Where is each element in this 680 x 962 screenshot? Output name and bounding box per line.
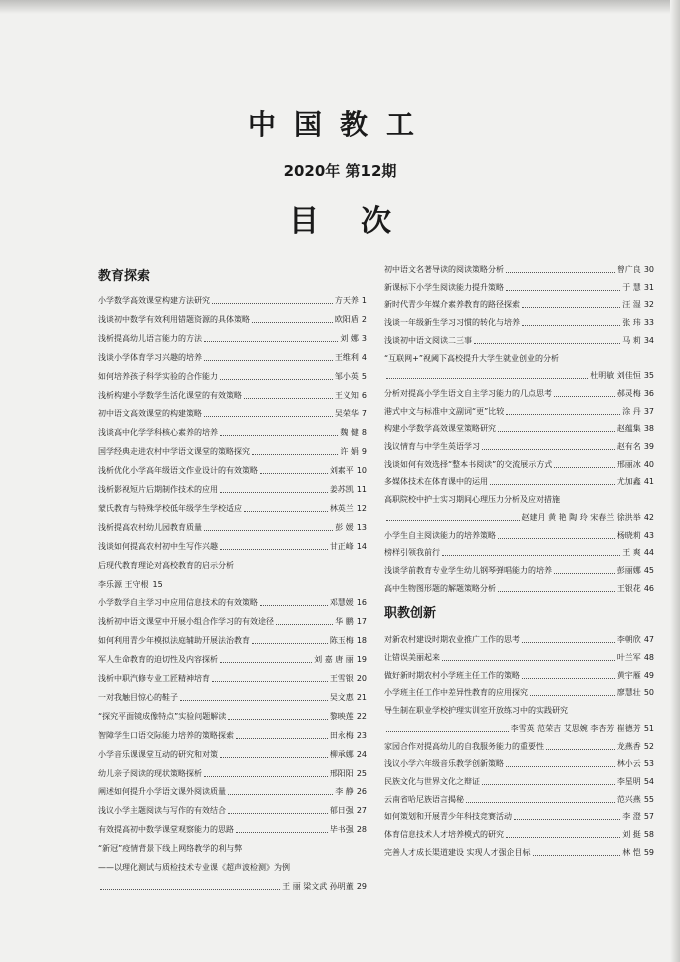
entry-author: 刘 挺 [622,830,641,839]
entry-title: 云南省哈尼族语言揭秘 [384,794,464,804]
dot-leader [220,492,328,493]
entry-author: 于 慧 [622,282,641,292]
toc-entry[interactable] [384,811,654,822]
entry-title: 家园合作对提高幼儿的自我服务能力的重要性 [384,741,544,751]
entry-title: 高中生物图形题的解题策略分析 [384,583,496,593]
entry-page: 51 [643,723,654,733]
entry-title: 构建小学数学高效课堂策略研究 [384,424,496,434]
dot-leader [554,396,615,397]
entry-author: 田永梅 [329,730,354,740]
entry-author: 李星明 [616,776,641,786]
toc-entry[interactable] [384,476,654,487]
dot-leader [236,738,328,739]
entry-title: 浅析提高幼儿语言能力的方法 [98,333,202,343]
toc-entry[interactable] [98,654,367,665]
dot-leader [212,681,328,682]
entry-page: 14 [356,541,367,551]
entry-authors: 李雪英 范荣吉 艾思婉 李杏芳 崔德芳 [510,723,641,733]
dot-leader [522,678,615,679]
dot-leader [498,431,615,432]
entry-author: 吴荣华 [334,409,359,419]
entry-author: 王维利 [334,352,359,362]
entry-title: 国学经典走进农村中学语文课堂的策略探究 [98,447,250,457]
dot-leader [482,784,615,785]
entry-page: 45 [643,565,654,575]
entry-author: 刘 嘉 唐 丽 [314,655,354,665]
toc-entry[interactable] [384,282,654,293]
dot-leader [204,360,333,361]
entry-title: 如何利用青少年模拟法庭辅助开展法治教育 [98,636,250,646]
toc-entry[interactable] [384,459,654,470]
entry-page: 9 [361,447,367,457]
toc-entry-authors [384,723,654,734]
entry-title: 浅谈初中数学有效利用错题资源的具体策略 [98,314,250,324]
entry-author: 刘素平 [329,466,354,476]
entry-page: 28 [356,825,367,835]
entry-page: 38 [643,424,654,434]
dot-leader [204,776,328,777]
dot-leader [220,435,338,436]
toc-entry[interactable] [384,406,654,417]
toc-entry[interactable] [98,465,367,476]
entry-title: 让错误美丽起来 [384,653,440,662]
toc-entry-authors [384,512,654,523]
entry-page: 12 [356,503,367,513]
entry-title: 浅析初中语文课堂中开展小组合作学习的有效途径 [98,617,274,627]
entry-page: 43 [643,530,654,540]
section-heading-vocational: 职教创新 [384,606,437,622]
dot-leader [220,379,333,380]
entry-page: 32 [643,300,654,310]
entry-author: 杨晓莉 [616,530,641,540]
dot-leader [204,341,338,342]
entry-author: 黎映莲 [329,711,354,721]
dot-leader [498,591,615,592]
entry-title: 港式中文与标准中文副词“更”比较 [384,406,505,416]
entry-authors: 杜明敏 刘佳恒 [590,371,641,381]
entry-title: 浅析构建小学数学生活化课堂的有效策略 [98,390,242,400]
dot-leader [522,642,615,643]
journal-title: 中国教工 [247,108,432,141]
entry-author: 王义知 [334,390,359,400]
toc-entry[interactable] [384,565,654,576]
toc-entry[interactable] [98,333,367,344]
toc-entry[interactable] [98,673,367,684]
entry-title: 浅谈一年级新生学习习惯的转化与培养 [384,318,520,328]
entry-page: 57 [643,812,654,822]
dot-leader [498,538,615,539]
toc-entry[interactable] [384,388,654,399]
dot-leader [236,832,328,833]
entry-page: 15 [152,579,163,589]
dot-leader [506,766,615,767]
toc-entry[interactable] [98,749,367,760]
entry-author: 涂 丹 [622,406,641,416]
entry-page: 18 [356,636,367,646]
entry-author: 彭 媛 [335,522,354,532]
entry-page: 31 [643,282,654,292]
entry-page: 25 [356,768,367,778]
toc-entry[interactable] [98,352,367,363]
entry-page: 16 [356,598,367,608]
entry-page: 1 [361,296,367,305]
dot-leader [252,643,328,644]
dot-leader [260,473,328,474]
entry-authors: 王 丽 梁文武 孙明董 [282,881,354,891]
toc-entry-authors [98,579,367,590]
entry-title: 多媒体技术在体育课中的运用 [384,477,488,487]
entry-page: 40 [643,459,654,469]
entry-title: 浅谈高中化学学科核心素养的培养 [98,428,218,438]
entry-title: 浅议小学主题阅读与写作的有效结合 [98,806,226,816]
dot-leader [442,660,615,661]
toc-title: 目次 [289,204,433,239]
dot-leader [554,573,615,574]
entry-page: 52 [643,741,654,751]
entry-author: 邹小英 [334,371,359,381]
toc-entry[interactable] [384,634,654,645]
toc-entry[interactable] [384,687,654,698]
dot-leader [220,549,328,550]
entry-authors: 李乐源 王守根 [98,579,149,589]
entry-title: 有效提高初中数学课堂观察能力的思路 [98,825,234,835]
toc-entry[interactable] [98,446,367,457]
dot-leader [386,520,520,521]
entry-page: 36 [643,388,654,398]
toc-entry[interactable] [98,635,367,646]
entry-title: 新课标下小学生阅读能力提升策略 [384,282,504,292]
dot-leader [514,819,620,820]
entry-title: 浅谈如何有效选择“整本书阅读”的交流展示方式 [384,459,553,469]
toc-entry[interactable] [98,295,367,306]
toc-entry[interactable] [98,616,367,627]
entry-title: 做好新时期农村小学班主任工作的策略 [384,670,520,680]
entry-author: 范兴燕 [616,794,641,804]
dot-leader [466,802,615,803]
entry-author: 叶兰军 [616,653,641,662]
dot-leader [522,325,620,326]
dot-leader [252,454,338,455]
entry-author: 李 静 [335,787,354,797]
page-edge-shadow [0,0,680,14]
entry-author: 尤加鑫 [616,477,641,487]
entry-page: 54 [643,776,654,786]
entry-page: 48 [643,653,654,662]
entry-page: 53 [643,759,654,769]
toc-entry[interactable] [384,264,654,275]
entry-title-line[interactable]: 高职院校中护士实习期间心理压力分析及应对措施 [384,495,560,505]
entry-title: 分析对提高小学生语文自主学习能力的几点思考 [384,388,552,398]
entry-title: 阐述如何提升小学语文课外阅读质量 [98,787,226,797]
entry-page: 6 [361,390,367,400]
entry-title: 体育信息技术人才培养模式的研究 [384,830,504,839]
dot-leader [490,484,615,485]
entry-page: 26 [356,787,367,797]
entry-page: 20 [356,674,367,683]
entry-title: 智障学生口语交际能力培养的策略探索 [98,730,234,740]
entry-title-line[interactable]: 后现代教育理论对高校教育的启示分析 [98,560,234,570]
toc-entry[interactable] [98,692,367,703]
entry-title: 浅析中职汽修专业工匠精神培育 [98,674,210,683]
page-edge-shadow-right [670,0,680,962]
toc-entry[interactable] [98,730,367,741]
entry-title: 浅析提高农村幼儿园教育质量 [98,522,202,532]
entry-title: 初中语文名著导读的阅读策略分析 [384,265,504,274]
entry-page: 10 [356,466,367,476]
entry-title: 民族文化与世界文化之辩证 [384,776,480,786]
entry-page: 55 [643,794,654,804]
toc-entry[interactable] [384,829,654,840]
entry-title: 浅析优化小学高年级语文作业设计的有效策略 [98,466,258,476]
entry-title-line[interactable]: 导生制在职业学校护理实训室开放练习中的实践研究 [384,706,568,716]
entry-title: 蒙氏教育与特殊学校低年级学生学校适应 [98,503,242,513]
entry-page: 23 [356,730,367,740]
entry-title: 浅谈学前教育专业学生幼儿钢琴弹唱能力的培养 [384,565,552,575]
entry-author: 林英兰 [329,503,354,513]
entry-title: 榜样引领我前行 [384,548,440,558]
entry-page: 34 [643,335,654,345]
toc-entry[interactable] [384,583,654,594]
dot-leader [252,322,333,323]
entry-title: 完善人才成长渠道建设 实现人才强企目标 [384,847,531,857]
dot-leader [220,757,328,758]
entry-page: 30 [643,265,654,274]
entry-page: 13 [356,522,367,532]
entry-page: 17 [356,617,367,627]
toc-entry[interactable] [384,441,654,452]
issue-line: 2020年 第12期 [283,162,397,180]
dot-leader [474,343,620,344]
toc-entry[interactable] [98,427,367,438]
entry-page: 42 [643,512,654,522]
entry-title: 幼儿亲子阅读的现状策略探析 [98,768,202,778]
entry-author: 赵有名 [616,442,641,451]
entry-title: 小学音乐课课堂互动的研究和对策 [98,749,218,759]
entry-title: 初中语文高效课堂的构建策略 [98,409,202,419]
entry-page: 50 [643,688,654,698]
entry-authors: 赵建月 黄 艳 陶 玲 宋春兰 徐洪举 [521,512,641,522]
entry-author: 柳承娜 [329,749,354,759]
entry-author: 甘正峰 [329,541,354,551]
dot-leader [276,624,333,625]
entry-author: 林 恺 [622,847,641,857]
entry-page: 41 [643,477,654,487]
entry-page: 7 [361,409,367,419]
entry-page: 49 [643,670,654,680]
entry-page: 19 [356,655,367,665]
entry-author: 陈玉梅 [329,636,354,646]
toc-entry[interactable] [98,824,367,835]
entry-author: 吴文惠 [329,692,354,702]
entry-author: 龙燕香 [616,741,641,751]
dot-leader [506,414,620,415]
entry-author: 王银花 [616,583,641,593]
toc-entry[interactable] [98,711,367,722]
dot-leader [228,813,328,814]
toc-entry[interactable] [98,503,367,514]
toc-entry[interactable] [98,408,367,419]
entry-page: 58 [643,830,654,839]
entry-author: 郝灵梅 [616,388,641,398]
entry-title: 如何培养孩子科学实验的合作能力 [98,371,218,381]
toc-entry[interactable] [98,597,367,608]
dot-leader [506,290,620,291]
entry-author: 方天养 [334,296,359,305]
entry-page: 11 [356,485,367,494]
dot-leader [260,605,328,606]
entry-page: 35 [643,371,654,381]
toc-entry[interactable] [98,541,367,552]
dot-leader [554,467,615,468]
entry-page: 27 [356,806,367,816]
entry-author: 王雪银 [329,674,354,683]
dot-leader [220,662,312,663]
entry-title: 小学生自主阅读能力的培养策略 [384,530,496,540]
entry-author: 张 玮 [622,318,641,328]
entry-page: 33 [643,318,654,328]
dot-leader [204,416,333,417]
entry-title-line[interactable]: “新冠”疫情背景下线上网络教学的利与弊 [98,844,243,854]
toc-entry[interactable] [384,758,654,769]
toc-entry[interactable] [384,847,654,858]
entry-page: 2 [361,314,367,324]
dot-leader [546,749,615,750]
entry-author: 华 鹏 [335,617,354,627]
dot-leader [244,398,333,399]
entry-author: 邓慧媛 [329,598,354,608]
entry-page: 8 [361,428,367,438]
toc-column-right [384,264,654,944]
toc-entry[interactable] [384,670,654,681]
section-heading-education: 教育探索 [98,269,151,284]
dot-leader [386,731,509,732]
toc-entry[interactable] [384,794,654,805]
entry-page: 29 [356,881,367,891]
entry-author: 汪 湿 [622,300,641,310]
dot-leader [522,307,620,308]
dot-leader [533,855,621,856]
entry-page: 39 [643,442,654,451]
toc-entry[interactable] [384,776,654,787]
entry-page: 46 [643,583,654,593]
toc-entry[interactable] [384,335,654,346]
entry-author: 邢阳阳 [329,768,354,778]
entry-title: 浅议情育与中学生英语学习 [384,442,480,451]
entry-title: 军人生命教育的迫切性及内容探析 [98,655,218,665]
toc-entry[interactable] [384,652,654,663]
dot-leader [204,530,333,531]
entry-author: 彭丽娜 [616,565,641,575]
toc-entry[interactable] [98,314,367,325]
entry-title: “探究平面镜成像特点”实验问题解读 [98,711,227,721]
dot-leader [100,889,280,890]
toc-entry[interactable] [98,805,367,816]
entry-author: 毕书强 [329,825,354,835]
dot-leader [530,695,615,696]
toc-entry[interactable] [98,390,367,401]
toc-entry-authors [98,881,367,892]
entry-author: 欧阳盾 [334,314,359,324]
entry-author: 郁日强 [329,806,354,816]
entry-title: 浅谈如何提高农村初中生写作兴趣 [98,541,218,551]
toc-entry[interactable] [384,299,654,310]
entry-author: 赵蕴集 [616,424,641,434]
entry-page: 47 [643,635,654,645]
entry-author: 邢丽冰 [616,459,641,469]
toc-entry[interactable] [98,371,367,382]
entry-page: 21 [356,692,367,702]
entry-page: 44 [643,548,654,558]
entry-title: 一对我触目惊心的鞋子 [98,692,178,702]
entry-author: 黄宇雁 [616,670,641,680]
dot-leader [386,378,588,379]
toc-entry[interactable] [98,768,367,779]
toc-entry[interactable] [98,522,367,533]
entry-title: 如何策划和开展青少年科技竞赛活动 [384,812,512,822]
entry-title: 对新农村建设时期农业推广工作的思考 [384,635,520,645]
entry-page: 22 [356,711,367,721]
entry-author: 王 爽 [622,548,641,558]
entry-title: 浅议小学六年级音乐教学创新策略 [384,759,504,769]
entry-author: 李 澄 [622,812,641,822]
toc-entry[interactable] [384,423,654,434]
entry-author: 姜苏凯 [329,485,354,494]
dot-leader [228,719,328,720]
dot-leader [244,511,328,512]
entry-title: 小学班主任工作中差异性教育的应用探究 [384,688,528,698]
toc-entry[interactable] [384,317,654,328]
toc-column-left [98,295,367,935]
toc-entry[interactable] [384,547,654,558]
entry-page: 5 [361,371,367,381]
dot-leader [180,700,328,701]
entry-author: 廖慧壮 [616,688,641,698]
entry-author: 曾广良 [616,265,641,274]
entry-author: 刘 娜 [340,333,359,343]
entry-page: 4 [361,352,367,362]
dot-leader [212,303,333,304]
dot-leader [506,272,615,273]
entry-author: 李朝欣 [616,635,641,645]
dot-leader [442,555,620,556]
entry-title: 浅谈初中语文阅读二三事 [384,335,472,345]
entry-page: 3 [361,333,367,343]
toc-entry[interactable] [98,484,367,495]
toc-entry[interactable] [384,741,654,752]
entry-title: 小学数学高效课堂构建方法研究 [98,296,210,305]
entry-title-line[interactable]: ——以理化测试与质检技术专业课《超声波检测》为例 [98,863,290,872]
dot-leader [482,449,615,450]
entry-title: 小学数学自主学习中应用信息技术的有效策略 [98,598,258,608]
entry-author: 魏 健 [340,428,359,438]
entry-title: 浅析影视短片后期制作技术的应用 [98,485,218,494]
toc-entry[interactable] [384,530,654,541]
entry-author: 林小云 [616,759,641,769]
entry-page: 24 [356,749,367,759]
dot-leader [506,837,620,838]
toc-entry-authors [384,370,654,381]
entry-author: 许 娟 [340,447,359,457]
toc-entry[interactable] [98,786,367,797]
entry-title: 浅谈小学体育学习兴趣的培养 [98,352,202,362]
dot-leader [228,794,333,795]
entry-page: 37 [643,406,654,416]
entry-title: 新时代青少年媒介素养教育的路径探索 [384,300,520,310]
entry-author: 马 莉 [622,335,641,345]
entry-page: 59 [643,847,654,857]
entry-title-line[interactable]: “互联网+”视阈下高校提升大学生就业创业的分析 [384,353,559,363]
